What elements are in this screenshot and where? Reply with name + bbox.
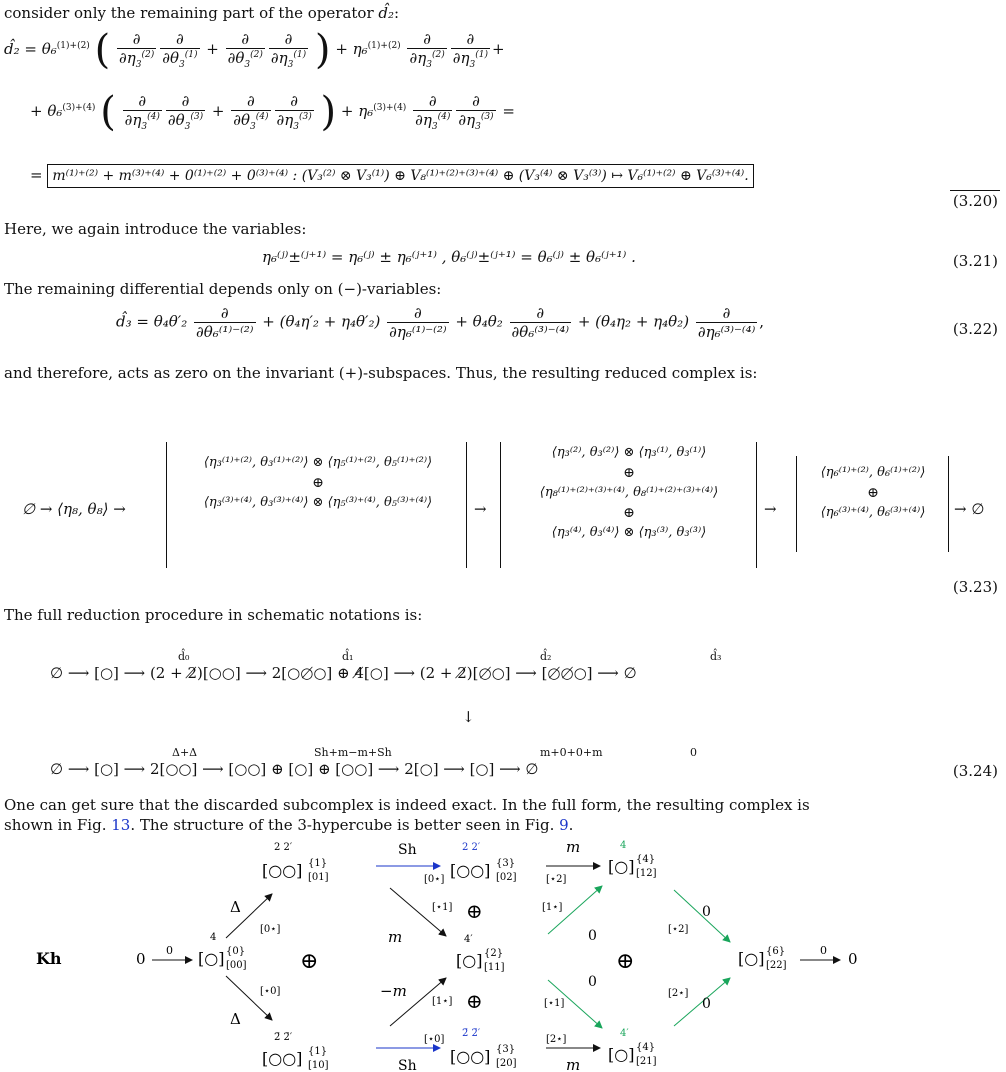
edge-star0-a: [⋆0] [260, 986, 281, 997]
label-d0: d̂₀ [178, 650, 190, 663]
eq-3-20-box: m⁽¹⁾⁺⁽²⁾ + m⁽³⁾⁺⁽⁴⁾ + 0⁽¹⁾⁺⁽²⁾ + 0⁽³⁾⁺⁽⁴⁾ : (V₃⁽²⁾ ⊗ V₃⁽¹⁾) ⊕ V₈⁽¹⁾⁺⁽²⁾⁺⁽³⁾⁺⁽⁴⁾ ⊕ (V₃⁽⁴⁾ ⊗ V₃⁽³⁾) ↦ V₆⁽¹⁾⁺⁽²⁾ ⊕ V₆⁽³⁾⁺⁽⁴⁾. [47, 164, 753, 188]
edge-minus-m: −m [380, 982, 407, 1000]
para-exact-line1: One can get sure that the discarded subcomplex is indeed exact. In the full form, the resulting complex is [4, 796, 810, 814]
edge-zero-final-a: 0 [702, 904, 711, 920]
node-21-sup: {4} [636, 1042, 656, 1053]
node-12-sub: [12] [636, 868, 657, 879]
node-00-sub: [00] [226, 960, 247, 971]
eq-3-23-col3-mid: ⊕ [867, 485, 879, 501]
node-12-sup: {4} [636, 854, 656, 865]
diagram-zero-arrow-label: 0 [166, 944, 173, 957]
eq-3-23-arrow-1: → [474, 500, 487, 518]
eq-3-20-row1: d̂₂ = θ₆$^{(1)+(2)}$ ( $\frac{\partial}{\partial\eta_3^{(2)}}$ $\frac{\partial}{\partial\theta_3^{(1)}}$ + $\frac{\partial}{\partial\theta_3^{(2)}}$ $\frac{\partial}{\partial\eta_3^{(1)}}$ ) + η₆$^{(1)+(2)}$ $\frac{\partial}{\partial\eta_3^{(2)}}$ $\frac{\partial}{\partial\eta_3^{(1)}}$ + [4, 27, 505, 73]
eq-number-3-20: (3.20) [952, 192, 998, 210]
edge-delta-down: Δ [230, 1010, 241, 1028]
eq-3-23-end: → ∅ [954, 500, 985, 518]
node-00: [○] [198, 949, 225, 968]
node-02-top: 2 2′ [462, 842, 481, 853]
eq-3-20-row2: + θ₆$^{(3)+(4)}$ ( $\frac{\partial}{\partial\eta_3^{(4)}}$ $\frac{\partial}{\partial\theta_3^{(3)}}$ + $\frac{\partial}{\partial\theta_3^{(4)}}$ $\frac{\partial}{\partial\eta_3^{(3)}}$ ) + η₆$^{(3)+(4)}$ $\frac{\partial}{\partial\eta_3^{(4)}}$ $\frac{\partial}{\partial\eta_3^{(3)}}$ = [30, 89, 515, 135]
edge-1star-a: [1⋆] [432, 996, 453, 1007]
eq-3-24-down-arrow: ↓ [462, 708, 475, 726]
node-20-top: 2̄ 2̄′ [462, 1028, 481, 1039]
node-22: [○] [738, 949, 765, 968]
eq-3-23-col3-bot: ⟨η₆⁽³⁾⁺⁽⁴⁾, θ₆⁽³⁾⁺⁽⁴⁾⟩ [820, 505, 926, 520]
eq-3-23-col2-r5: ⟨η₃⁽⁴⁾, θ₃⁽⁴⁾⟩ ⊗ ⟨η₃⁽³⁾, θ₃⁽³⁾⟩ [551, 525, 707, 540]
edge-m-center: m [388, 928, 403, 946]
edge-0star-b: [0⋆] [424, 874, 445, 885]
edge-2star-b: [2⋆] [668, 988, 689, 999]
diagram-zero-end-arrow-label: 0 [820, 944, 827, 957]
oplus-col2-bot: ⊕ [466, 989, 483, 1013]
label-d1: d̂₁ [342, 650, 354, 663]
node-01-sup: {1} [308, 858, 328, 869]
edge-zero-green-a: 0 [588, 928, 597, 944]
node-21-top: 4′ [620, 1028, 629, 1039]
eq-3-24-line2: ∅ ⟶ [○] ⟶ 2[○○] ⟶ [○○] ⊕ [○] ⊕ [○○] ⟶ 2[○] ⟶ [○] ⟶ ∅ [50, 760, 539, 778]
intro-text: consider only the remaining part of the operator d̂₂: [4, 4, 400, 22]
edge-star2-a: [⋆2] [546, 874, 567, 885]
eq-3-20-row3: = m⁽¹⁾⁺⁽²⁾ + m⁽³⁾⁺⁽⁴⁾ + 0⁽¹⁾⁺⁽²⁾ + 0⁽³⁾⁺⁽⁴⁾ : (V₃⁽²⁾ ⊗ V₃⁽¹⁾) ⊕ V₈⁽¹⁾⁺⁽²⁾⁺⁽³⁾⁺⁽⁴⁾ ⊕ (V₃⁽⁴⁾ ⊗ V₃⁽³⁾) ↦ V₆⁽¹⁾⁺⁽²⁾ ⊕ V₆⁽³⁾⁺⁽⁴⁾. [30, 164, 754, 188]
eq-3-23-col3-top: ⟨η₆⁽¹⁾⁺⁽²⁾, θ₆⁽¹⁾⁺⁽²⁾⟩ [820, 465, 926, 480]
node-02: [○○] [450, 861, 491, 880]
edge-star2-b: [⋆2] [668, 924, 689, 935]
para-variables: Here, we again introduce the variables: [4, 220, 307, 238]
eq-3-23-col1-top: ⟨η₃⁽¹⁾⁺⁽²⁾, θ₃⁽¹⁾⁺⁽²⁾⟩ ⊗ ⟨η₅⁽¹⁾⁺⁽²⁾, θ₅⁽¹⁾⁺⁽²⁾⟩ [203, 455, 433, 470]
eq-3-21: η₆⁽ʲ⁾±⁽ʲ⁺¹⁾ = η₆⁽ʲ⁾ ± η₆⁽ʲ⁺¹⁾ , θ₆⁽ʲ⁾±⁽ʲ⁺¹⁾ = θ₆⁽ʲ⁾ ± θ₆⁽ʲ⁺¹⁾ . [262, 248, 636, 266]
node-20-sub: [20] [496, 1058, 517, 1069]
para-remaining: The remaining differential depends only on (−)-variables: [4, 280, 442, 298]
oplus-col1: ⊕ [300, 949, 319, 974]
edge-star0-b: [⋆0] [424, 1034, 445, 1045]
edge-zero-green-b: 0 [588, 974, 597, 990]
node-11-sub: [11] [484, 962, 505, 973]
node-11-sup: {2} [484, 948, 504, 959]
eq-3-23-arrow-2: → [764, 500, 777, 518]
diagram-kh-label: Kh [36, 949, 62, 968]
node-02-sub: [02] [496, 872, 517, 883]
eq-3-23-col2-r1: ⟨η₃⁽²⁾, θ₃⁽²⁾⟩ ⊗ ⟨η₃⁽¹⁾, θ₃⁽¹⁾⟩ [551, 445, 707, 460]
edge-star1-a: [⋆1] [432, 902, 453, 913]
node-00-sup: {0} [226, 946, 246, 957]
node-12-top: 4 [620, 840, 627, 851]
eq-3-23-col2-r2: ⊕ [623, 465, 635, 481]
diagram-zero-end: 0 [848, 950, 858, 968]
node-11: [○] [456, 951, 483, 970]
eq-number-3-24: (3.24) [952, 762, 998, 780]
node-01-sub: [01] [308, 872, 329, 883]
eq-number-3-23: (3.23) [952, 578, 998, 596]
edge-sh-bot: Sh [398, 1058, 417, 1072]
fig-9-link[interactable]: 9 [559, 816, 569, 834]
node-11-top: 4′ [464, 934, 473, 945]
eq-3-23-col2-r4: ⊕ [623, 505, 635, 521]
eq-3-22: d̂₃ = θ₄θ′₂ $\frac{\partial}{\text{∂θ₆⁽¹⁾⁻⁽²⁾}}$ + (θ₄η′₂ + η₄θ′₂) $\frac{\partial}{\text{∂η₆⁽¹⁾⁻⁽²⁾}}$ + θ₄θ₂ $\frac{\partial}{\text{∂θ₆⁽³⁾⁻⁽⁴⁾}}$ + (θ₄η₂ + η₄θ₂) $\frac{\partial}{\text{∂η₆⁽³⁾⁻⁽⁴⁾}}$ , [116, 304, 765, 341]
eq-number-3-21: (3.21) [952, 252, 998, 270]
oplus-col3: ⊕ [616, 949, 635, 974]
node-12: [○] [608, 857, 635, 876]
fig-13-link[interactable]: 13 [111, 816, 131, 834]
node-22-sup: {6} [766, 946, 786, 957]
label-zero: 0 [690, 746, 697, 759]
edge-delta-up: Δ [230, 898, 241, 916]
label-d3: d̂₃ [710, 650, 722, 663]
para-therefore: and therefore, acts as zero on the invariant (+)-subspaces. Thus, the resulting reduced complex is: [4, 364, 758, 382]
node-10: [○○] [262, 1049, 303, 1068]
para-full: The full reduction procedure in schematic notations is: [4, 606, 423, 624]
node-10-sub: [10] [308, 1060, 329, 1071]
node-22-sub: [22] [766, 960, 787, 971]
eq-3-24-line1: ∅ ⟶ [○] ⟶ (2 + 2̸)[○○] ⟶ 2[○○̸○] ⊕ 4̸[○] ⟶ (2 + 2̸)[○̸○] ⟶ [○̸○̸○] ⟶ ∅ [50, 664, 637, 682]
node-10-sup: {1} [308, 1046, 328, 1057]
node-02-sup: {3} [496, 858, 516, 869]
edge-2star-a: [2⋆] [546, 1034, 567, 1045]
edge-sh-top: Sh [398, 842, 417, 858]
edge-m-top: m [566, 838, 581, 856]
label-m00m: m+0+0+m [540, 746, 603, 759]
edge-zero-final-b: 0 [702, 996, 711, 1012]
node-10-top: 2̄ 2̄′ [274, 1032, 293, 1043]
eq-3-23-col1-mid: ⊕ [312, 475, 324, 491]
label-d2: d̂₂ [540, 650, 552, 663]
khovanov-diagram [0, 836, 1006, 1072]
node-00-top: 4 [210, 932, 217, 943]
label-delta-delta: Δ+Δ [172, 746, 198, 759]
edge-m-bot: m [566, 1056, 581, 1072]
node-01: [○○] [262, 861, 303, 880]
eq-3-23-col2-r3: ⟨η₈⁽¹⁾⁺⁽²⁾⁺⁽³⁾⁺⁽⁴⁾, θ₈⁽¹⁾⁺⁽²⁾⁺⁽³⁾⁺⁽⁴⁾⟩ [539, 485, 719, 500]
label-sh-m: Sh+m−m+Sh [314, 746, 392, 759]
edge-1star-b: [1⋆] [542, 902, 563, 913]
eq-3-23-col1-bot: ⟨η₃⁽³⁾⁺⁽⁴⁾, θ₃⁽³⁾⁺⁽⁴⁾⟩ ⊗ ⟨η₅⁽³⁾⁺⁽⁴⁾, θ₅⁽³⁾⁺⁽⁴⁾⟩ [203, 495, 433, 510]
node-21: [○] [608, 1045, 635, 1064]
edge-star1-b: [⋆1] [544, 998, 565, 1009]
para-exact-line2: shown in Fig. 13. The structure of the 3-hypercube is better seen in Fig. 9. [4, 816, 574, 834]
edge-0star-a: [0⋆] [260, 924, 281, 935]
diagram-zero-start: 0 [136, 950, 146, 968]
eq-3-23-start: ∅ → ⟨η₈, θ₈⟩ → [22, 500, 126, 518]
oplus-col2-top: ⊕ [466, 899, 483, 923]
node-01-top: 2 2′ [274, 842, 293, 853]
node-21-sub: [21] [636, 1056, 657, 1067]
eq-number-3-22: (3.22) [952, 320, 998, 338]
node-20-sup: {3} [496, 1044, 516, 1055]
node-20: [○○] [450, 1047, 491, 1066]
